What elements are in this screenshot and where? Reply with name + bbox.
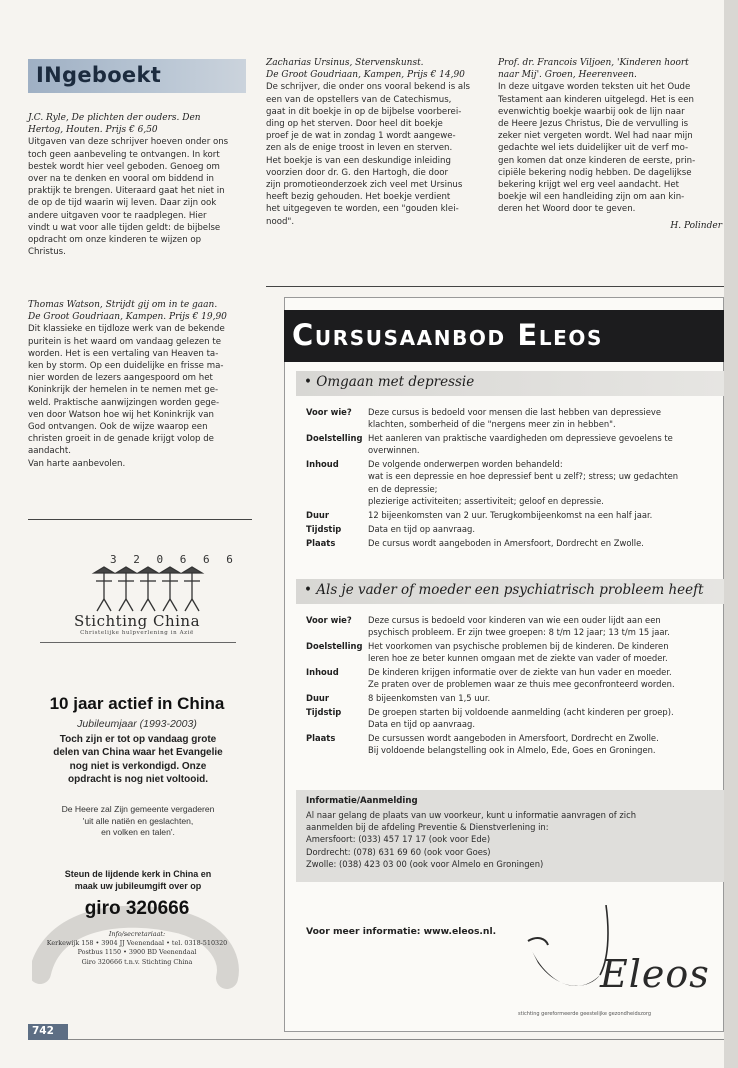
course-row-value bbox=[368, 523, 718, 535]
review-body bbox=[498, 81, 722, 215]
course-row-line: Bij voldoende belangstelling ook in Almelo, Ede, Goes en Groningen. bbox=[368, 745, 656, 756]
course-row-line: overwinnen. bbox=[368, 445, 420, 456]
ad-org-subtitle: Christelijke hulpverlening in Azië bbox=[80, 630, 194, 636]
course-row-line: plezierige activiteiten; assertiviteit; geloof en depressie. bbox=[368, 496, 604, 507]
ad-quote-line: en volken en talen'. bbox=[101, 827, 175, 838]
ad-bold-line: delen van China waar het Evangelie bbox=[53, 747, 223, 759]
review-body bbox=[28, 136, 252, 258]
eleos-title: Cursusaanbod Eleos bbox=[292, 318, 604, 352]
course-row-value bbox=[368, 640, 718, 665]
ad-org-name: Stichting China bbox=[73, 612, 201, 630]
ad-support-text bbox=[40, 868, 236, 892]
review-line: christen groeit in de genade krijgt volop de bbox=[28, 434, 214, 445]
review-line: toch geen aanbeveling te ontvangen. In kort bbox=[28, 149, 220, 160]
ad-giro-number: giro 320666 bbox=[84, 898, 190, 919]
ad-contact-line: Postbus 1150 • 3900 BD Veenendaal bbox=[77, 948, 197, 957]
registration-info: Informatie/Aanmelding Al naar gelang de plaats van uw voorkeur, kunt u informatie aanvragen of zich aanmelden bij de afdeling Preventie & Dienstverlening in: Amersfoort: (033) 457 17 17 (ook voor Ede) Dordrecht: (078) 631 69 60 (ook voor Goes) Zwolle: (038) 423 03 00 (ook voor Almelo en Groningen) bbox=[296, 790, 724, 882]
review-line: bestek wordt hier veel geboden. Genoeg om bbox=[28, 161, 220, 172]
review-line: proef je de wat in zondag 1 wordt aangewe- bbox=[266, 131, 456, 142]
course-row-line: Het voorkomen van psychische problemen bij de kinderen. De kinderen bbox=[368, 641, 669, 652]
registration-line: Amersfoort: (033) 457 17 17 (ook voor Ede) bbox=[306, 834, 491, 845]
review-title: Thomas Watson, Strijdt gij om in te gaan. De Groot Goudriaan, Kampen. Prijs € 19,90 bbox=[28, 300, 227, 323]
review-line: Van harte aanbevolen. bbox=[28, 458, 126, 469]
ad-support-line: maak uw jubileumgift over op bbox=[74, 881, 202, 891]
review-line: nier worden de lezers aangespoord om het bbox=[28, 373, 213, 384]
ad-subheadline: Jubileumjaar (1993-2003) bbox=[77, 718, 197, 730]
review-line: worden. Het is een vertaling van Heaven ta- bbox=[28, 348, 219, 359]
review-line: praktijk te brengen. Uiteraard gaat het niet in bbox=[28, 186, 225, 197]
review-line: In deze uitgave worden teksten uit het Oude bbox=[498, 82, 691, 93]
course-row-value bbox=[368, 706, 718, 731]
registration-line: Al naar gelang de plaats van uw voorkeur, kunt u informatie aanvragen of zich bbox=[306, 810, 637, 820]
ad-contact-line: Giro 320666 t.n.v. Stichting China bbox=[81, 957, 193, 966]
course-row-line: De cursussen wordt aangeboden in Amersfoort, Dordrecht en Zwolle. bbox=[368, 733, 659, 744]
course-row-line: wat is een depressie en hoe depressief bent u zelf?; stress; uw gedachten bbox=[368, 471, 679, 482]
course-row-line: Deze cursus is bedoeld voor mensen die last hebben van depressieve bbox=[368, 407, 662, 417]
review-line: de op de tijd waarin wij leven. Daar zijn ook bbox=[28, 198, 217, 209]
course-row-label: Plaats bbox=[306, 537, 336, 548]
review-line: ken by storm. Op een duidelijke en frisse ma- bbox=[28, 361, 224, 372]
course-row-value bbox=[368, 537, 718, 549]
course-row-line: klachten, somberheid of die "nergens meer zin in hebben". bbox=[368, 419, 616, 430]
review-body bbox=[28, 323, 252, 469]
ad-bold-text bbox=[40, 733, 236, 787]
course-row-label: Duur bbox=[306, 509, 330, 520]
review-title: Prof. dr. Francois Viljoen, 'Kinderen hoort naar Mij'. Groen, Heerenveen. bbox=[498, 58, 689, 81]
section-banner bbox=[28, 59, 246, 93]
review-line: evenwichtig boekje waarbij ook de lijn naar bbox=[498, 106, 685, 117]
registration-line: Zwolle: (038) 423 03 00 (ook voor Almelo en Groningen) bbox=[306, 858, 544, 869]
review-line: de Heere Jezus Christus, Die de vervulling is bbox=[498, 119, 689, 130]
course-row-value bbox=[368, 406, 718, 431]
eleos-logo-subtitle: stichting gereformeerde geestelijke gezondheidszorg bbox=[518, 1011, 652, 1017]
course-heading-parent-problem: • Als je vader of moeder een psychiatrisch probleem heeft bbox=[296, 579, 724, 604]
page-number: 742 bbox=[32, 1025, 54, 1037]
review-line: aandacht. bbox=[28, 446, 71, 457]
page-number-badge bbox=[28, 1024, 68, 1040]
course-row-line: 12 bijeenkomsten van 2 uur. Terugkombijeenkomst na een half jaar. bbox=[368, 509, 653, 520]
review-line: gen komen dat onze kinderen de eerste, prin- bbox=[498, 155, 696, 166]
course-row-line: De cursus wordt aangeboden in Amersfoort, Dordrecht en Zwolle. bbox=[368, 537, 644, 548]
course-row-label: Voor wie? bbox=[306, 615, 352, 625]
review-line: opdracht om onze kinderen te wijzen op bbox=[28, 235, 202, 246]
review-line: over na te denken en vooral om biddend in bbox=[28, 174, 214, 185]
review-ursinus bbox=[266, 57, 488, 228]
review-line: Christus. bbox=[28, 247, 66, 258]
ad-number: 3 2 0 6 6 6 bbox=[110, 553, 238, 566]
ad-contact-line: Kerkewijk 158 • 3904 JJ Veenendaal • tel. 0318-510320 bbox=[46, 939, 228, 948]
review-line: een van de opstellers van de Catechismus, bbox=[266, 94, 452, 105]
course-row-line: Data en tijd op aanvraag. bbox=[368, 523, 476, 534]
ad-contact-info: Info/secretariaat: Kerkewijk 158 • 3904 JJ Veenendaal • tel. 0318-510320 Postbus 1150 • 3900 BD Veenendaal Giro 320666 t.n.v. Stichting China bbox=[28, 930, 246, 967]
review-line: het uitgegeven te worden, een "gouden klei- bbox=[266, 204, 459, 215]
review-line: ding op het sterven. Door heel dit boekje bbox=[266, 119, 443, 130]
review-body bbox=[266, 81, 488, 227]
review-line: puritein is het waard om vandaag gelezen te bbox=[28, 336, 221, 347]
review-watson bbox=[28, 299, 252, 470]
footer-rule bbox=[68, 1039, 724, 1040]
ad-bold-line: Toch zijn er tot op vandaag grote bbox=[59, 734, 217, 745]
course-row-line: 8 bijeenkomsten van 1,5 uur. bbox=[368, 693, 491, 704]
course-row-line: De groepen starten bij voldoende aanmelding (acht kinderen per groep). bbox=[368, 707, 674, 718]
review-title: Zacharias Ursinus, Stervenskunst. De Groot Goudriaan, Kampen, Prijs € 14,90 bbox=[266, 58, 465, 81]
course-row-line: en de depressie; bbox=[368, 483, 438, 494]
course-row-label: Voor wie? bbox=[306, 407, 352, 417]
course-row-value bbox=[368, 432, 718, 457]
review-signature: H. Polinder bbox=[670, 220, 722, 231]
review-line: ven door Watson hoe wij het Koninkrijk van bbox=[28, 409, 214, 420]
course-row-label: Tijdstip bbox=[306, 707, 342, 718]
ad-headline: 10 jaar actief in China bbox=[49, 694, 225, 713]
registration-line: Dordrecht: (078) 631 69 60 (ook voor Goes) bbox=[306, 846, 491, 857]
review-line: Testament aan kinderen uitgelegd. Het is een bbox=[498, 94, 694, 105]
course-heading-depression: • Omgaan met depressie bbox=[296, 371, 724, 396]
review-line: vindt u wat voor alle tijden geldt: de bijbelse bbox=[28, 222, 221, 233]
review-line: deren het Woord door te geven. bbox=[498, 204, 636, 215]
ad-support-line: Steun de lijdende kerk in China en bbox=[64, 869, 212, 879]
chinese-figures-logo bbox=[88, 565, 206, 613]
review-line: cipiële bekering nodig hebben. De dagelijkse bbox=[498, 167, 692, 178]
review-line: bekering krijgt wel erg veel aandacht. Het bbox=[498, 180, 679, 191]
review-line: nood". bbox=[266, 216, 295, 227]
course-row-label: Duur bbox=[306, 693, 330, 704]
review-line: gaat in dit boekje in op de bijbelse voorberei- bbox=[266, 106, 462, 117]
review-ryle bbox=[28, 112, 252, 258]
course-row-line: Data en tijd op aanvraag. bbox=[368, 719, 476, 730]
review-title: J.C. Ryle, De plichten der ouders. Den Hertog, Houten. Prijs € 6,50 bbox=[28, 113, 201, 136]
course-row-label: Doelstelling bbox=[306, 641, 363, 652]
review-line: God ontvangen. Ook de wijze waarop een bbox=[28, 422, 208, 433]
course-row-line: Ze praten over de problemen waar ze thuis mee geconfronteerd worden. bbox=[368, 679, 675, 690]
course-row-label: Plaats bbox=[306, 733, 336, 744]
review-line: heeft bezig gehouden. Het boekje verdient bbox=[266, 192, 451, 203]
course-row-label: Inhoud bbox=[306, 459, 339, 470]
course-row-line: leren hoe ze beter kunnen omgaan met de ziekte van vader of moeder. bbox=[368, 653, 668, 664]
course-row-line: De kinderen krijgen informatie over de ziekte van hun vader en moeder. bbox=[368, 667, 672, 678]
ad-quote-line: De Heere zal Zijn gemeente vergaderen bbox=[61, 804, 215, 814]
course-row-value bbox=[368, 666, 718, 691]
course-row-label: Inhoud bbox=[306, 667, 339, 678]
review-line: zeker niet vergeten wordt. Wel had naar mijn bbox=[498, 131, 693, 142]
review-line: De schrijver, die onder ons vooral bekend is als bbox=[266, 82, 471, 93]
review-line: weld. Praktische aanwijzingen worden gege- bbox=[28, 397, 220, 408]
course-row-line: Het aanleren van praktische vaardigheden om depressieve gevoelens te bbox=[368, 433, 673, 444]
section-heading: INgeboekt bbox=[36, 63, 162, 87]
course-row-value bbox=[368, 614, 718, 639]
course-row-line: Deze cursus is bedoeld voor kinderen van wie een ouder lijdt aan een bbox=[368, 615, 661, 625]
course-row-line: psychisch probleem. Er zijn twee groepen: 8 t/m 12 jaar; 13 t/m 15 jaar. bbox=[368, 627, 670, 638]
review-line: gedachte wel iets duidelijker uit de verf mo- bbox=[498, 143, 689, 154]
registration-line: aanmelden bij de afdeling Preventie & Dienstverlening in: bbox=[306, 822, 549, 833]
course-row-label: Doelstelling bbox=[306, 433, 363, 444]
course-row-line: De volgende onderwerpen worden behandeld: bbox=[368, 459, 563, 470]
course-row-value bbox=[368, 458, 718, 507]
ad-bold-line: nog niet is verkondigd. Onze bbox=[69, 760, 207, 772]
ad-quote-text bbox=[40, 804, 236, 839]
ad-divider bbox=[40, 642, 236, 643]
review-line: andere uitgaven voor te raadplegen. Hier bbox=[28, 210, 207, 221]
review-line: Koninkrijk der hemelen in te nemen met ge- bbox=[28, 385, 219, 396]
review-line: voorzien door dr. G. den Hartogh, die door bbox=[266, 167, 449, 178]
course-row-value bbox=[368, 692, 718, 704]
review-line: zen als de enige troost in leven en sterven. bbox=[266, 143, 453, 154]
review-line: boekje wil een handleiding zijn om aan kin- bbox=[498, 192, 685, 203]
review-line: zijn promotieonderzoek zich veel met Ursinus bbox=[266, 180, 463, 191]
review-viljoen bbox=[498, 57, 722, 232]
ad-quote-line: 'uit alle natiën en geslachten, bbox=[82, 815, 194, 826]
course-row-value bbox=[368, 732, 718, 757]
review-line: Uitgaven van deze schrijver hoeven onder ons bbox=[28, 137, 229, 148]
review-line: Dit klassieke en tijdloze werk van de bekende bbox=[28, 324, 225, 335]
page-edge bbox=[724, 0, 738, 1068]
eleos-logo-text: Eleos bbox=[600, 952, 710, 996]
more-info-link[interactable]: Voor meer informatie: www.eleos.nl. bbox=[306, 926, 497, 937]
course-row-value bbox=[368, 509, 718, 521]
course-row-label: Tijdstip bbox=[306, 523, 342, 534]
divider bbox=[266, 286, 724, 287]
divider bbox=[28, 519, 252, 520]
ad-bold-line: opdracht is nog niet voltooid. bbox=[68, 774, 208, 786]
review-line: Het boekje is van een deskundige inleiding bbox=[266, 155, 451, 166]
